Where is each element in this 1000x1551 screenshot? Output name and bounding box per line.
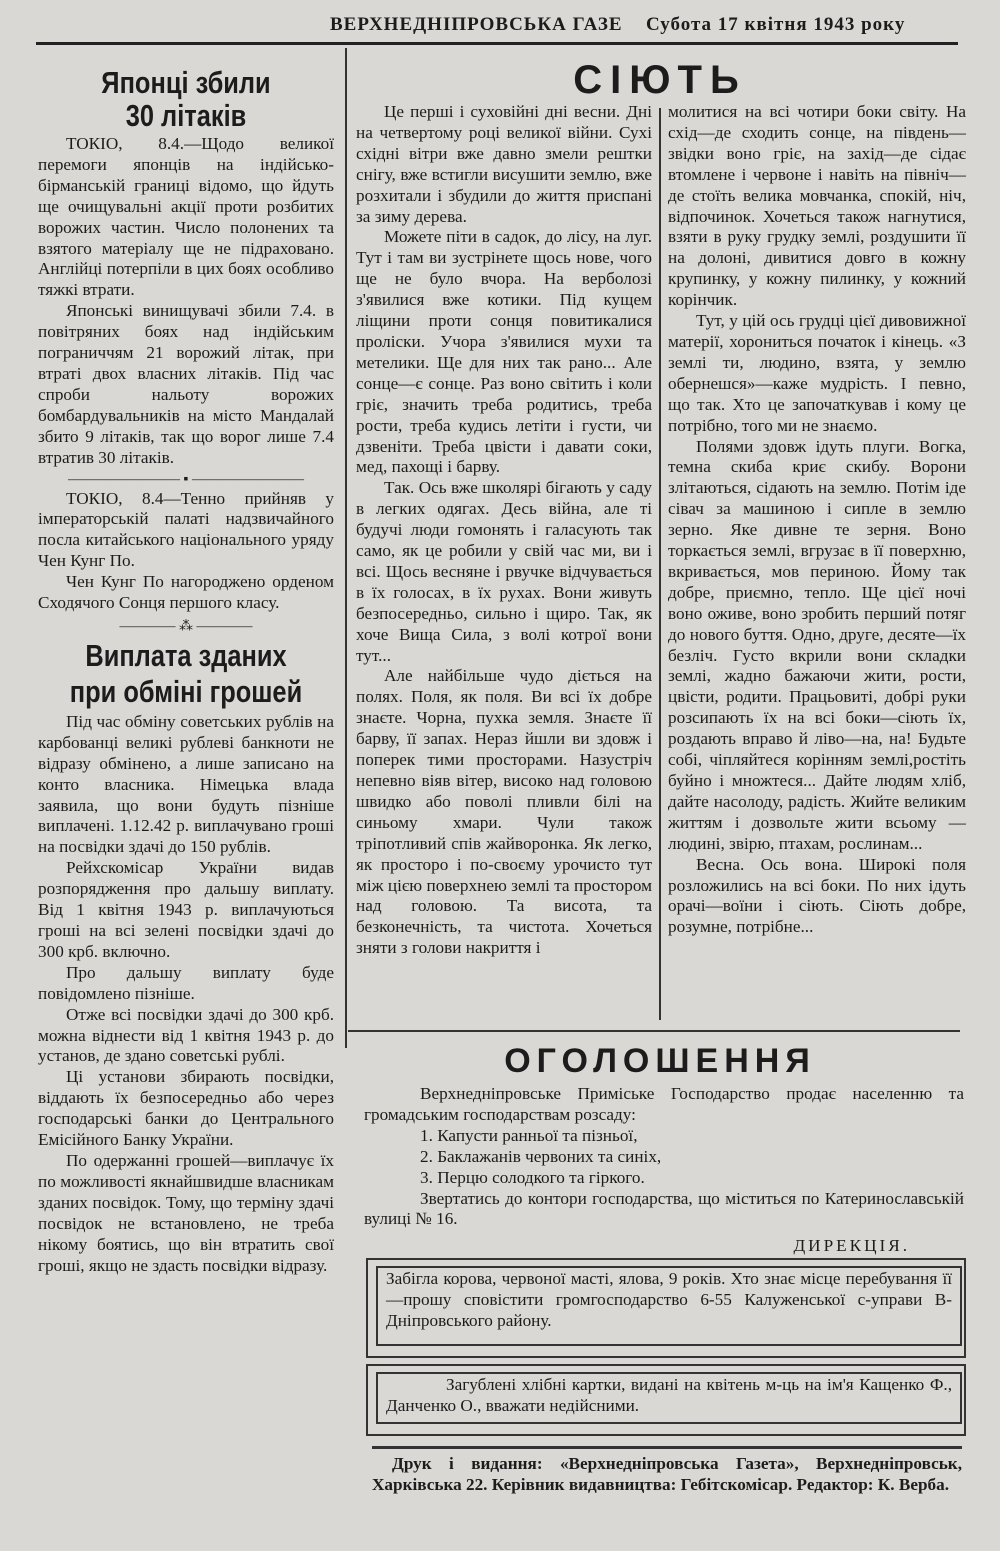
japan-para-4: Чен Кунг По нагороджено орденом Сходячого Сонця першого класу.	[38, 572, 334, 613]
payout-para-1: Під час обміну советських рублів на карбованці великі рублеві банкноти не відразу обмінено, а лише записано на конто власника. Німецька влада заявила, що вони будуть пізніше виплачені. 1.12.42 р. виплачувано гроші на посвідки здачі до 150 рублів.	[38, 711, 334, 857]
headline-japan-line2: 30 літаків	[125, 98, 247, 133]
japan-para-1: ТОКІО, 8.4.—Щодо великої перемоги японців на індійсько-бірманській границі відомо, що йдуть ще очищувальні акції проти розбитих ворожих частин. Число полонених та взятого матеріалу ще не підраховано. Англійці потерпіли в цих боях особливо тяжкі втрати.	[38, 134, 334, 300]
payout-para-4: Отже всі посвідки здачі до 300 крб. можна віднести від 1 квітня 1943 р. до установ, де здано советські рублі.	[38, 1004, 334, 1066]
feature-c1-para-1: Це перші і суховійні дні весни. Дні на четвертому році великої війни. Сухі східні вітри вже давно змели рештки снігу, вже встигли висушити землю, вже розхитали і збудили до життя приспані за зиму дерева.	[356, 102, 652, 226]
column-divider-feature	[659, 108, 661, 1020]
imprint-text: Друк і видання: «Верхнедніпровська Газета», Верхнедніпровськ, Харківська 22. Керівник видавництва: Гебітскомісар. Редактор: К. Верба.	[372, 1454, 962, 1494]
notice-cards-frame	[366, 1364, 966, 1436]
feature-c1-para-3: Так. Ось вже школярі бігають у саду в легких одягах. Десь війна, але ті будучі люди гомонять і галасують так само, як це робили у свій час ми, ви і всі. Щось весняне і рвучке відчувається в їх голосах, в їх рухах. Вони живуть безпосередньо, сильно і щиро. Так, як хоче Вища Сила, з волі котрої вони тут...	[356, 478, 652, 665]
running-head	[330, 14, 930, 40]
section-separator: ———————— ▪ ————————	[68, 471, 304, 487]
column-divider-left	[345, 48, 347, 1048]
announcement-body	[364, 1084, 964, 1257]
imprint-rule	[372, 1446, 962, 1449]
feature-c1-para-2: Можете піти в садок, до лісу, на луг. Тут і там ви зустрінете щось нове, чого ще не було вчора. На верболозі з'явилися вже котики. Під кущем ліщини проти сонця повитикалися проліски. Учора з'явилися мухи та метелики. Ще для них так рано... Але сонце—є сонце. Раз воно світить і коли гріє, значить треба родитись, треба рости, треба кудись летіти і густи, чи дзвеніти. Треба цвісти і давати соки, мед, пахощі і барву.	[356, 227, 652, 477]
announcement-item-3: 3. Перцю солодкого та гіркого.	[420, 1167, 645, 1187]
feature-c2-para-3: Полями здовж ідуть плуги. Вогка, темна скиба криє скибу. Ворони злітаються, сідають на землю. Потім іде сівач за машиною і сипле в землю зерно. Яке дивне те зерня. Воно торкається землі, вгрузає в її поверхню, вкривається, мов периною. Йому так добре, приємно, тепло. Ще цієї ночі воно оживе, воно зробить перший потяг до нового буття. Одно, друге, десяте—їх безліч. Густо вкрили вони складки землі, жадно бажаючи жити, рости, цвісти, родити. Працьовиті, добрі руки розсипають їх на всі боки—сіють їх, роздають вправо й ліво—на, на! Будьте собі, чіпляйтеся корінням землі,ростіть буйно і множтеся... Дайте людям хліб, дайте насолоду, радість. Жийте великим життям і дозвольте жити всьому — людині, звірю, птахам, рослинам...	[668, 436, 966, 853]
payout-para-6: По одержанні грошей—виплачує їх по можливості якнайшвидше власникам зданих посвідок. Тому, що терміну здачі посвідок не встановлено, не треба нікому боятись, що він втратить свої гроші, якщо не здасть посвідки відразу.	[38, 1150, 334, 1275]
japan-para-2: Японські винищувачі збили 7.4. в повітряних боях над індійським пограниччям 21 ворожий літак, при втраті двох власних літаків. Під час спроби нальоту ворожих бомбардувальників на місто Мандалай збито 9 літаків, так що ворог лише 7.4 втратив 30 літаків.	[38, 301, 334, 467]
announcement-headline: ОГОЛОШЕННЯ	[504, 1042, 816, 1080]
announcement-item-1: 1. Капусти ранньої та пізньої,	[420, 1125, 638, 1145]
payout-para-5: Ці установи збирають посвідки, віддають їх безпосередньо або через господарські банки до Центрального Емісійного Банку України.	[38, 1067, 334, 1150]
payout-para-3: Про дальшу виплату буде повідомлено пізніше.	[38, 962, 334, 1003]
feature-bottom-rule	[348, 1030, 960, 1032]
notices-frame	[366, 1258, 966, 1358]
feature-headline: СІЮТЬ	[573, 58, 747, 102]
notice-cow: Забігла корова, червоної масті, ялова, 9 років. Хто знає місце перебування її—прошу сповістити громгосподарство 6-55 Калуженської с-управи В-Дніпровського району.	[376, 1266, 962, 1346]
headline-japan-line1: Японці збили	[101, 65, 271, 100]
feature-c2-para-1: молитися на всі чотири боки світу. На схід—де сходить сонце, на південь—звідки воно гріє, на захід—де сідає втомлене і червоне і навіть на північ—де стоїть велика мовчанка, спокій, ніч, відпочинок. Хочеться також нагнутися, взяти в руку грудку землі, роздушити її на долоні, дивитися довго в кожну крупинку, у кожну пилинку, у кожний корінчик.	[668, 102, 966, 310]
issue-date: Субота 17 квітня 1943 року	[646, 14, 906, 35]
notice-cards: Загублені хлібні картки, видані на квітень м-ць на ім'я Кащенко Ф., Данченко О., вважати недійсними.	[376, 1372, 962, 1424]
feature-column-1	[356, 102, 652, 959]
announcement-item-2: 2. Баклажанів червоних та синіх,	[420, 1146, 662, 1166]
announcement-signature: ДИРЕКЦІЯ.	[793, 1236, 910, 1256]
article-divider: ———— ⁂ ————	[119, 618, 253, 634]
headline-payout-line2: при обміні грошей	[69, 673, 303, 709]
japan-para-3: ТОКІО, 8.4—Тенно прийняв у імператорській палаті надзвичайного посла китайського національного уряду Чен Кунг По.	[38, 488, 334, 571]
announcement-intro: Верхнедніпровське Приміське Господарство продає населенню та громадським господарствам розсаду:	[364, 1084, 964, 1124]
feature-column-2	[668, 102, 966, 938]
payout-para-2: Рейхскомісар України видав розпорядження про дальшу виплату. Від 1 квітня 1943 р. виплачуються гроші на всі зелені посвідки здачі до 300 крб. включно.	[38, 858, 334, 961]
feature-c2-para-2: Тут, у цій ось грудці цієї дивовижної матерії, хорониться початок і кінець. «З землі ти, людино, взята, у землю обернешся»—каже мудрість. І певно, що так. Хто це започаткував і кому це потрібно, того ми не знаємо.	[668, 311, 966, 435]
imprint-block	[372, 1454, 962, 1496]
top-rule	[36, 42, 958, 45]
feature-c1-para-4: Але найбільше чудо діється на полях. Поля, як поля. Ви всі їх добре знаєте. Чорна, пухка земля. Знаєте її барву, її запах. Нераз йшли ви здовж і поперек тими просторами. Назустріч непевно віяв вітер, високо над головою швидко або поволі пливли білі на синьому хмари. Чули також тріпотливий спів жайворонка. Як легко, як просторо і по-своєму урочисто тут між цією поверхнею землі та простором над головою. Та висота, та безконечність, та чистота. Хочеться зняти з голови накриття і	[356, 666, 652, 958]
announcement-contact: Звертатись до контори господарства, що міститься по Катеринославській вулиці № 16.	[364, 1188, 964, 1229]
publication-name: ВЕРХНЕДНІПРОВСЬКА ГАЗЕ	[330, 14, 623, 35]
feature-c2-para-4: Весна. Ось вона. Широкі поля розложились на всі боки. По них ідуть орачі—воїни і сіють. Сіють добре, розумне, потрібне...	[668, 854, 966, 937]
left-column	[38, 66, 334, 1276]
headline-payout-line1: Виплата зданих	[85, 637, 287, 673]
